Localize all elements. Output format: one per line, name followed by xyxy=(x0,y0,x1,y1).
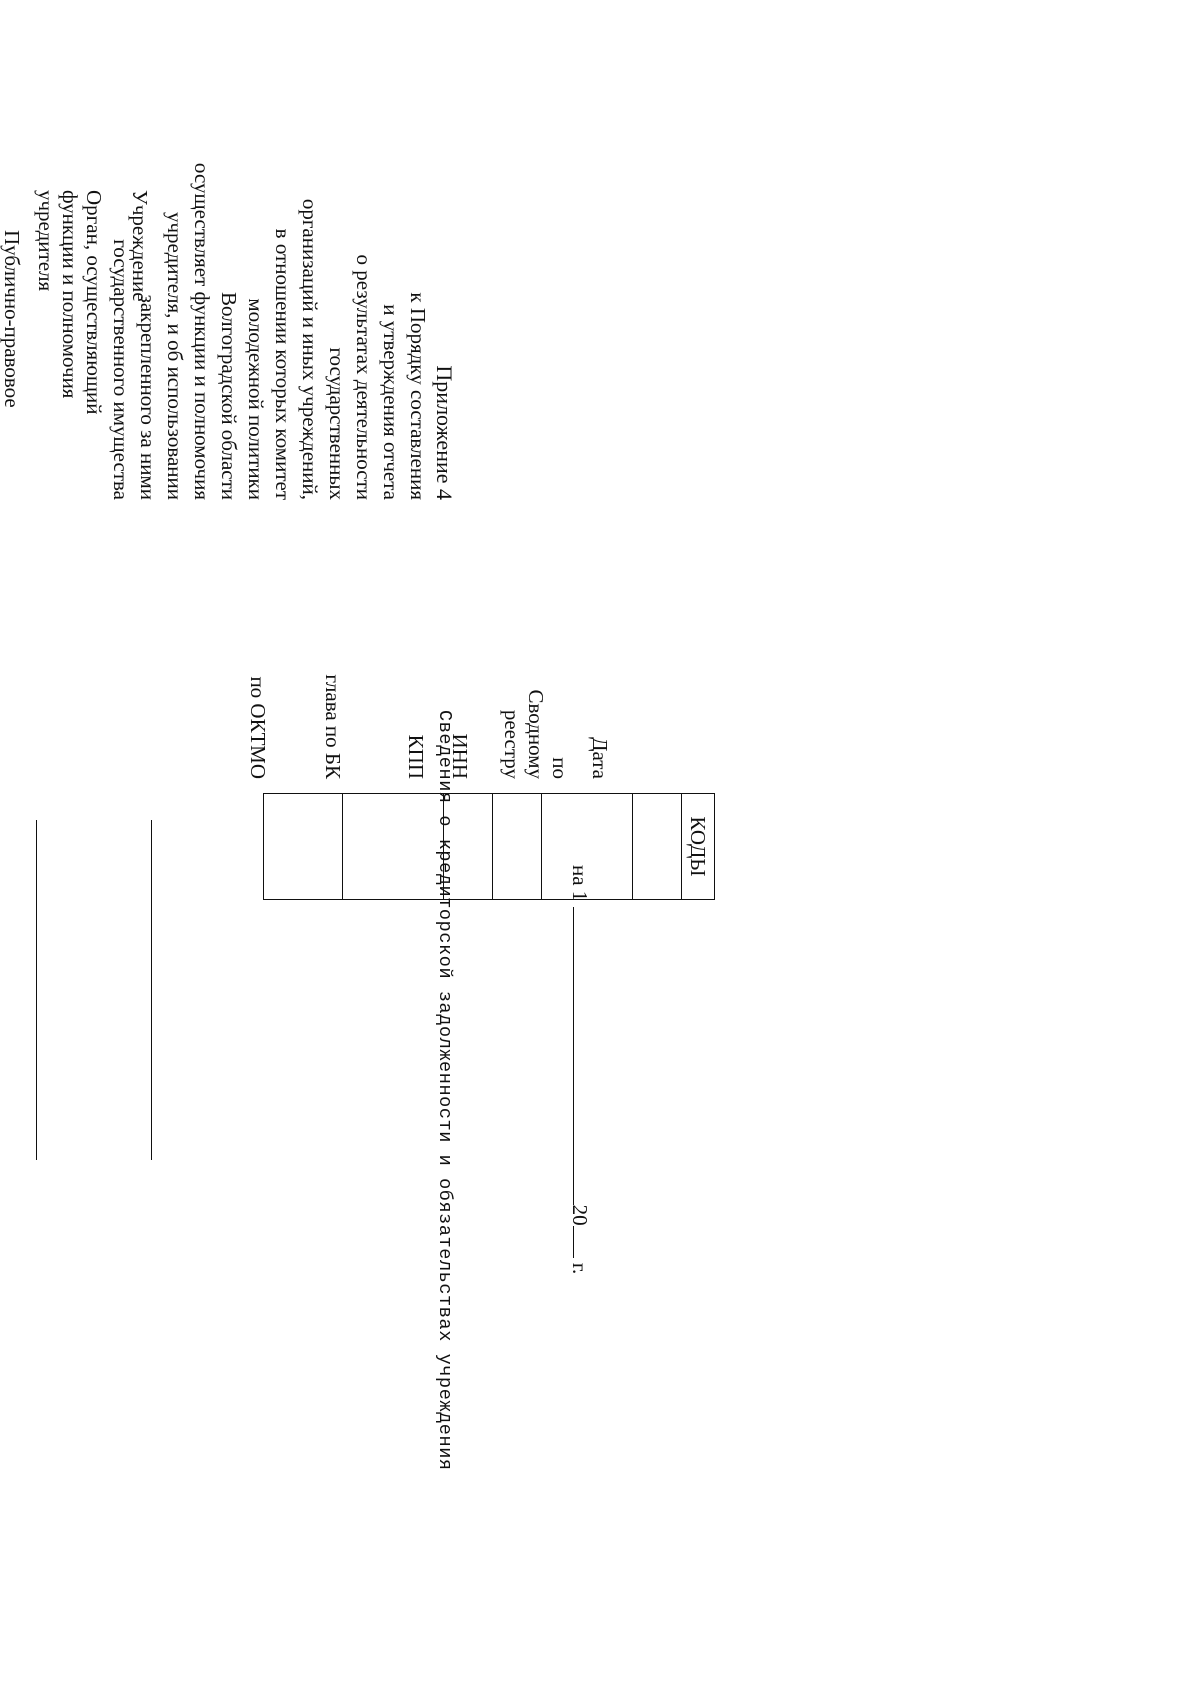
code-cell-kpp xyxy=(444,794,493,900)
founder-authority-underline xyxy=(36,820,37,1160)
institution-label: Учреждение xyxy=(128,190,152,302)
appendix-note xyxy=(107,80,458,500)
code-cell-oktmo xyxy=(264,794,343,900)
founder-authority-line: функции и полномочия xyxy=(58,190,82,399)
date-blank xyxy=(573,907,592,1205)
appendix-line: организаций и иных учреждений, xyxy=(298,198,322,500)
codes-header: КОДЫ xyxy=(682,794,715,900)
founder-authority-line: учредителя xyxy=(34,190,58,292)
registry-code-label xyxy=(500,680,572,779)
appendix-line: учредителя, и об использовании xyxy=(163,211,187,500)
appendix-line: закрепленного за ними xyxy=(136,294,160,500)
codes-table xyxy=(263,793,715,900)
founder-authority-line: Орган, осуществляющий xyxy=(82,190,106,415)
appendix-line: к Порядку составления xyxy=(406,292,430,500)
inn-code-label: ИНН xyxy=(448,733,472,779)
public-entity-line: Публично-правовое xyxy=(0,230,24,408)
kpp-code-label: КПП xyxy=(404,734,428,779)
appendix-line: Волгоградской области xyxy=(217,291,241,500)
code-cell-date xyxy=(633,794,682,900)
appendix-title: Приложение 4 xyxy=(432,365,457,500)
code-cell-bk-chapter xyxy=(343,794,444,900)
appendix-line: государственных xyxy=(325,347,349,500)
appendix-line: в отношении которых комитет xyxy=(271,228,295,500)
appendix-line: государственного имущества xyxy=(109,239,133,500)
appendix-line: о результатах деятельности xyxy=(352,254,376,500)
year-blank xyxy=(573,1226,592,1258)
founder-authority-label xyxy=(34,190,106,415)
registry-code-line: реестру xyxy=(500,709,524,779)
registry-code-line: Сводному xyxy=(524,689,548,779)
public-entity-label xyxy=(0,230,24,408)
year-suffix: г. xyxy=(568,1262,592,1275)
year-prefix: 20 xyxy=(568,1204,592,1226)
code-cell-registry xyxy=(542,794,633,900)
registry-code-line: по xyxy=(548,757,572,779)
report-date-line xyxy=(567,865,592,1274)
bk-chapter-code-label: глава по БК xyxy=(321,674,345,779)
code-cell-inn xyxy=(493,794,542,900)
institution-underline xyxy=(151,820,152,1160)
report-title: Сведения о кредиторской задолженности и обязательствах учреждения xyxy=(434,710,455,1471)
appendix-line: и утверждения отчета xyxy=(379,304,403,500)
date-prefix: на 1 xyxy=(568,865,592,902)
appendix-line: осуществляет функции и полномочия xyxy=(190,162,214,500)
oktmo-code-label: по ОКТМО xyxy=(246,676,270,779)
appendix-line: молодежной политики xyxy=(244,298,268,500)
date-code-label: Дата xyxy=(588,737,612,779)
